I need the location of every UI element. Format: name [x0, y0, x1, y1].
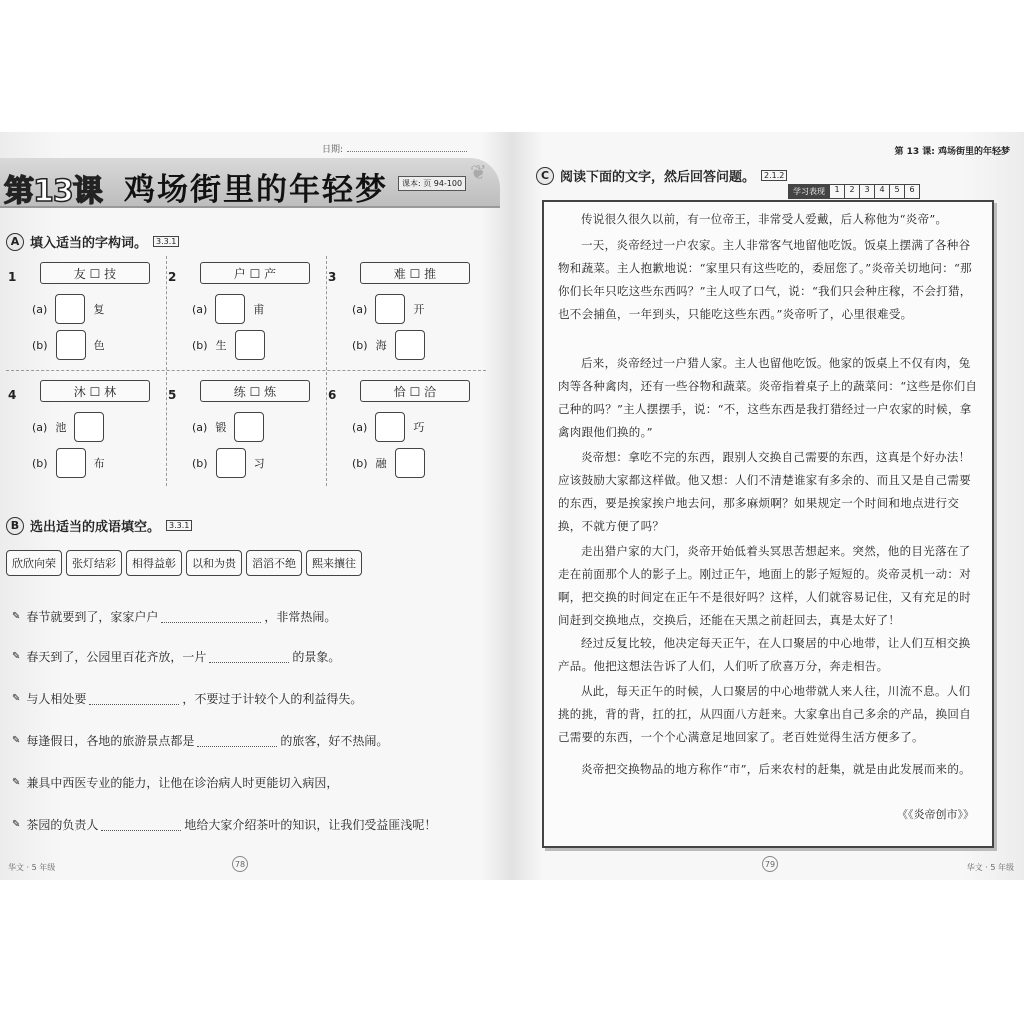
answer-box[interactable]: [375, 294, 405, 324]
row-a: (a) 开: [352, 294, 424, 324]
idiom-chip[interactable]: 相得益彰: [126, 550, 182, 576]
answer-blank[interactable]: [89, 692, 179, 705]
answer-box[interactable]: [395, 330, 425, 360]
answer-box[interactable]: [215, 294, 245, 324]
char: 复: [93, 303, 105, 316]
answer-box[interactable]: [55, 294, 85, 324]
idiom-chip[interactable]: 滔滔不绝: [246, 550, 302, 576]
row-b: (b) 生: [192, 330, 265, 360]
score-strip: [788, 184, 920, 199]
word-item: [326, 374, 486, 486]
fill-sentence: [12, 608, 336, 625]
idiom-chip[interactable]: 欣欣向荣: [6, 550, 62, 576]
row-b: (b) 布: [32, 448, 105, 478]
char: 习: [253, 457, 265, 470]
score-label: 学习表现: [788, 184, 830, 199]
answer-box[interactable]: [56, 448, 86, 478]
leaf-decoration-icon: ❦: [470, 160, 487, 184]
answer-blank[interactable]: [161, 610, 261, 623]
passage-paragraph: 走出猎户家的大门，炎帝开始低着头冥思苦想起来。突然，他的目光落在了走在前面那个人的影子上。刚过正午，地面上的影子短短的。炎帝灵机一动：对啊，把交换的时间定在正午不是很好吗？这样，人们就容易记住，又有充足的时间赶到交换地点，交换后，还能在天黑之前赶回去，真是太好了！: [558, 544, 971, 627]
item-number: 6: [328, 388, 337, 402]
answer-box[interactable]: [74, 412, 104, 442]
char-pair: 恰 ☐ 洽: [360, 380, 470, 402]
fill-sentence: [12, 690, 362, 707]
pencil-icon: ✎: [12, 651, 21, 662]
row-b: (b) 色: [32, 330, 105, 360]
char: 布: [93, 457, 105, 470]
char: 锻: [215, 421, 227, 434]
reading-passage: [542, 200, 994, 848]
passage-paragraph: 炎帝想：拿吃不完的东西，跟别人交换自己需要的东西，这真是个好办法！应该鼓励大家都这样做。他又想：人们不清楚谁家有多余的、而且又是自己需要的东西，要是挨家挨户地去问，那多麻烦啊？如果规定一个时间和地点进行交换，不就方便了吗？: [558, 450, 971, 533]
answer-box[interactable]: [395, 448, 425, 478]
passage-paragraph: 传说很久很久以前，有一位帝王，非常受人爱戴，后人称他为“炎帝”。: [581, 212, 948, 226]
char: 生: [215, 339, 227, 352]
pencil-icon: ✎: [12, 611, 21, 622]
word-item: [6, 374, 166, 486]
char-pair: 难 ☐ 推: [360, 262, 470, 284]
word-item: [166, 256, 326, 368]
row-a: (a) 甫: [192, 294, 264, 324]
score-cell[interactable]: 2: [845, 184, 860, 199]
fill-sentence: [12, 774, 338, 791]
right-page: [512, 132, 1024, 880]
book-spread: [0, 132, 1024, 880]
word-item: [6, 256, 166, 368]
answer-box[interactable]: [375, 412, 405, 442]
passage-paragraph: 一天，炎帝经过一户农家。主人非常客气地留他吃饭。饭桌上摆满了各种谷物和蔬菜。主人抱歉地说：“家里只有这些吃的，委屈您了。”炎帝关切地问：“那你们长年只吃这些东西吗？”主人叹了口气，说：“我们只会种庄稼，不会打猎，也不会捕鱼，一年到头，只能吃这些东西。”炎帝听了，心里很难受。: [558, 238, 972, 321]
pencil-icon: ✎: [12, 693, 21, 704]
lesson-number: 第13课: [4, 174, 102, 209]
answer-box[interactable]: [235, 330, 265, 360]
page-footer: 华文 · 5 年级: [966, 863, 1014, 872]
char-pair: 沐 ☐ 林: [40, 380, 150, 402]
page-footer: 华文 · 5 年级: [8, 863, 56, 872]
section-a-instruction: 填入适当的字构词。: [30, 236, 148, 251]
char-pair: 练 ☐ 炼: [200, 380, 310, 402]
char-pair: 户 ☐ 产: [200, 262, 310, 284]
passage-paragraph: 炎帝把交换物品的地方称作“市”，后来农村的赶集，就是由此发展而来的。: [581, 762, 971, 776]
passage-paragraph: 后来，炎帝经过一户猎人家。主人也留他吃饭。他家的饭桌上不仅有肉，兔肉等各种禽肉，还有一些谷物和蔬菜。炎帝指着桌子上的蔬菜问：“这些是你们自己种的吗？”主人摆摆手，说：“不，这些东西是我打猎经过一户农家的时候，拿禽肉跟他们换的。”: [558, 356, 978, 439]
section-a-badge: A: [6, 233, 24, 251]
sentence-text: 的旅客，好不热闹。: [280, 734, 389, 748]
answer-blank[interactable]: [209, 650, 289, 663]
word-item: [166, 374, 326, 486]
passage-paragraph: 从此，每天正午的时候，人口聚居的中心地带就人来人往，川流不息。人们挑的挑，背的背，扛的扛，从四面八方赶来。大家拿出自己多余的产品，换回自己需要的东西，一个个心满意足地回家了。老百姓觉得生活方便多了。: [558, 684, 971, 744]
sentence-text: 的景象。: [292, 650, 341, 664]
pencil-icon: ✎: [12, 735, 21, 746]
answer-box[interactable]: [56, 330, 86, 360]
pencil-icon: ✎: [12, 777, 21, 788]
lesson-title: 鸡场街里的年轻梦: [124, 172, 388, 208]
idiom-options: [6, 550, 362, 576]
pencil-icon: ✎: [12, 819, 21, 830]
sentence-text: 兼具中西医专业的能力，让他在诊治病人时更能切入病因，: [26, 776, 339, 790]
section-b-code: 3.3.1: [166, 520, 192, 531]
answer-blank[interactable]: [197, 734, 277, 747]
row-a: (a) 复: [32, 294, 104, 324]
item-number: 1: [8, 270, 17, 284]
char: 色: [93, 339, 105, 352]
answer-box[interactable]: [216, 448, 246, 478]
answer-box[interactable]: [234, 412, 264, 442]
sentence-text: ，不要过于计较个人的利益得失。: [182, 692, 363, 706]
score-cell[interactable]: 4: [875, 184, 890, 199]
page-number: 78: [232, 856, 248, 872]
item-number: 3: [328, 270, 337, 284]
char: 甫: [253, 303, 265, 316]
score-cell[interactable]: 3: [860, 184, 875, 199]
idiom-chip[interactable]: 张灯结彩: [66, 550, 122, 576]
item-number: 4: [8, 388, 17, 402]
date-label: 日期:: [322, 145, 344, 155]
section-b-header: [6, 516, 192, 535]
sentence-text: ，非常热闹。: [264, 610, 337, 624]
char-pair: 友 ☐ 技: [40, 262, 150, 284]
char: 海: [375, 339, 387, 352]
score-cell[interactable]: 6: [905, 184, 920, 199]
running-head: 第 13 课: 鸡场街里的年轻梦: [894, 147, 1010, 157]
fill-sentence: [12, 816, 436, 833]
row-b: (b) 海: [352, 330, 425, 360]
sentence-text: 春天到了，公园里百花齐放，一片: [26, 650, 207, 664]
sentence-text: 每逢假日，各地的旅游景点都是: [26, 734, 195, 748]
section-a-code: 3.3.1: [153, 236, 179, 247]
row-a: (a) 巧: [352, 412, 424, 442]
row-b: (b) 习: [192, 448, 265, 478]
sentence-text: 地给大家介绍茶叶的知识，让我们受益匪浅呢！: [184, 818, 437, 832]
row-b: (b) 融: [352, 448, 425, 478]
section-c-badge: C: [536, 167, 554, 185]
char: 融: [375, 457, 387, 470]
passage-source: 《《炎帝创市》》: [897, 808, 974, 821]
section-b-badge: B: [6, 517, 24, 535]
grid-divider: [6, 370, 486, 371]
passage-paragraph: 经过反复比较，他决定每天正午，在人口聚居的中心地带，让人们互相交换产品。他把这想法告诉了人们，人们听了欣喜万分，奔走相告。: [558, 636, 971, 673]
score-cell[interactable]: 5: [890, 184, 905, 199]
section-c-instruction: 阅读下面的文字，然后回答问题。: [560, 170, 756, 185]
idiom-chip[interactable]: 以和为贵: [186, 550, 242, 576]
row-a: (a) 锻: [192, 412, 264, 442]
section-a-header: [6, 232, 179, 251]
idiom-chip[interactable]: 熙来攘往: [306, 550, 362, 576]
left-page: [0, 132, 512, 880]
fill-sentence: [12, 732, 388, 749]
date-line: [322, 142, 467, 155]
date-blank: [347, 151, 467, 152]
section-c-header: [536, 166, 787, 185]
sentence-text: 茶园的负责人: [26, 818, 99, 832]
fill-sentence: [12, 648, 340, 665]
page-number: 79: [762, 856, 778, 872]
section-a-grid: [6, 256, 486, 486]
section-b-instruction: 选出适当的成语填空。: [30, 520, 161, 535]
answer-blank[interactable]: [101, 818, 181, 831]
char: 池: [55, 421, 67, 434]
textbook-ref: 课本: 页 94-100: [398, 176, 466, 191]
item-number: 2: [168, 270, 177, 284]
row-a: (a) 池: [32, 412, 104, 442]
word-item: [326, 256, 486, 368]
sentence-text: 与人相处要: [26, 692, 87, 706]
score-cell[interactable]: 1: [830, 184, 845, 199]
sentence-text: 春节就要到了，家家户户: [26, 610, 159, 624]
section-c-code: 2.1.2: [761, 170, 787, 181]
char: 巧: [413, 421, 425, 434]
char: 开: [413, 303, 425, 316]
item-number: 5: [168, 388, 177, 402]
